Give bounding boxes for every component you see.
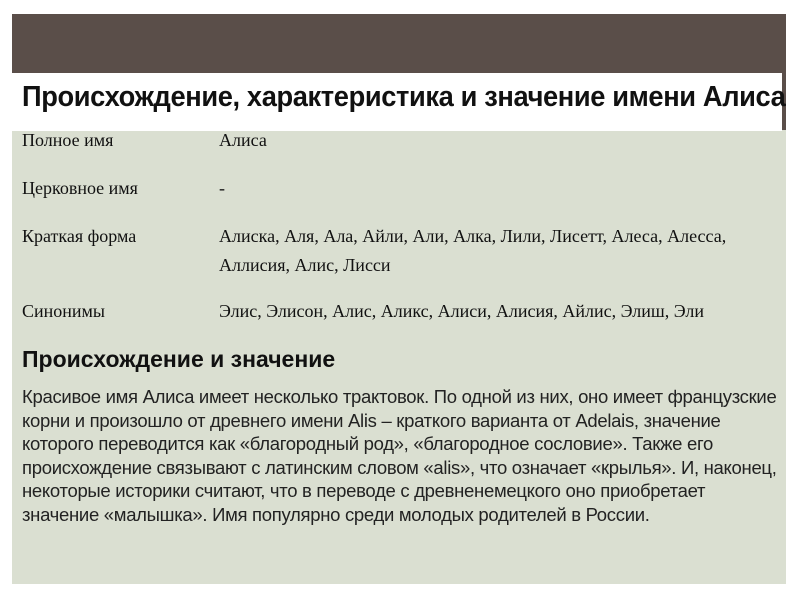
table-row (22, 174, 772, 222)
row-value: Алиса (219, 130, 267, 150)
table-row (22, 297, 772, 337)
row-label: Церковное имя (22, 178, 138, 198)
section-paragraph: Красивое имя Алиса имеет несколько трактовок. По одной из них, оно имеет французские корни и произошло от древнего имени Alis – краткого варианта от Adelais, значение которого переводится как «благородный род», «благородное сословие». Также его происхождение связывают с латинским словом «alis», что означает «крылья». И, наконец, некоторые историки считают, что в переводе с древненемецкого оно приобретает значение «малышка». Имя популярно среди молодых родителей в России. (22, 386, 777, 525)
name-info-table (22, 126, 772, 337)
row-label: Краткая форма (22, 226, 137, 246)
page-title: Происхождение, характеристика и значение имени Алиса (22, 81, 786, 113)
row-value: Алиска, Аля, Ала, Айли, Али, Алка, Лили, Лисетт, Алеса, Алесса, Аллисия, Алис, Лисси (219, 226, 727, 275)
row-value: Элис, Элисон, Алис, Аликс, Алиси, Алисия, Айлис, Элиш, Эли (219, 301, 705, 321)
row-value: - (219, 178, 225, 198)
table-row (22, 126, 772, 174)
slide (12, 14, 786, 584)
title-bar (12, 73, 786, 131)
table-row (22, 222, 772, 297)
row-label: Полное имя (22, 130, 114, 150)
section-heading: Происхождение и значение (22, 346, 336, 372)
row-label: Синонимы (22, 301, 106, 321)
